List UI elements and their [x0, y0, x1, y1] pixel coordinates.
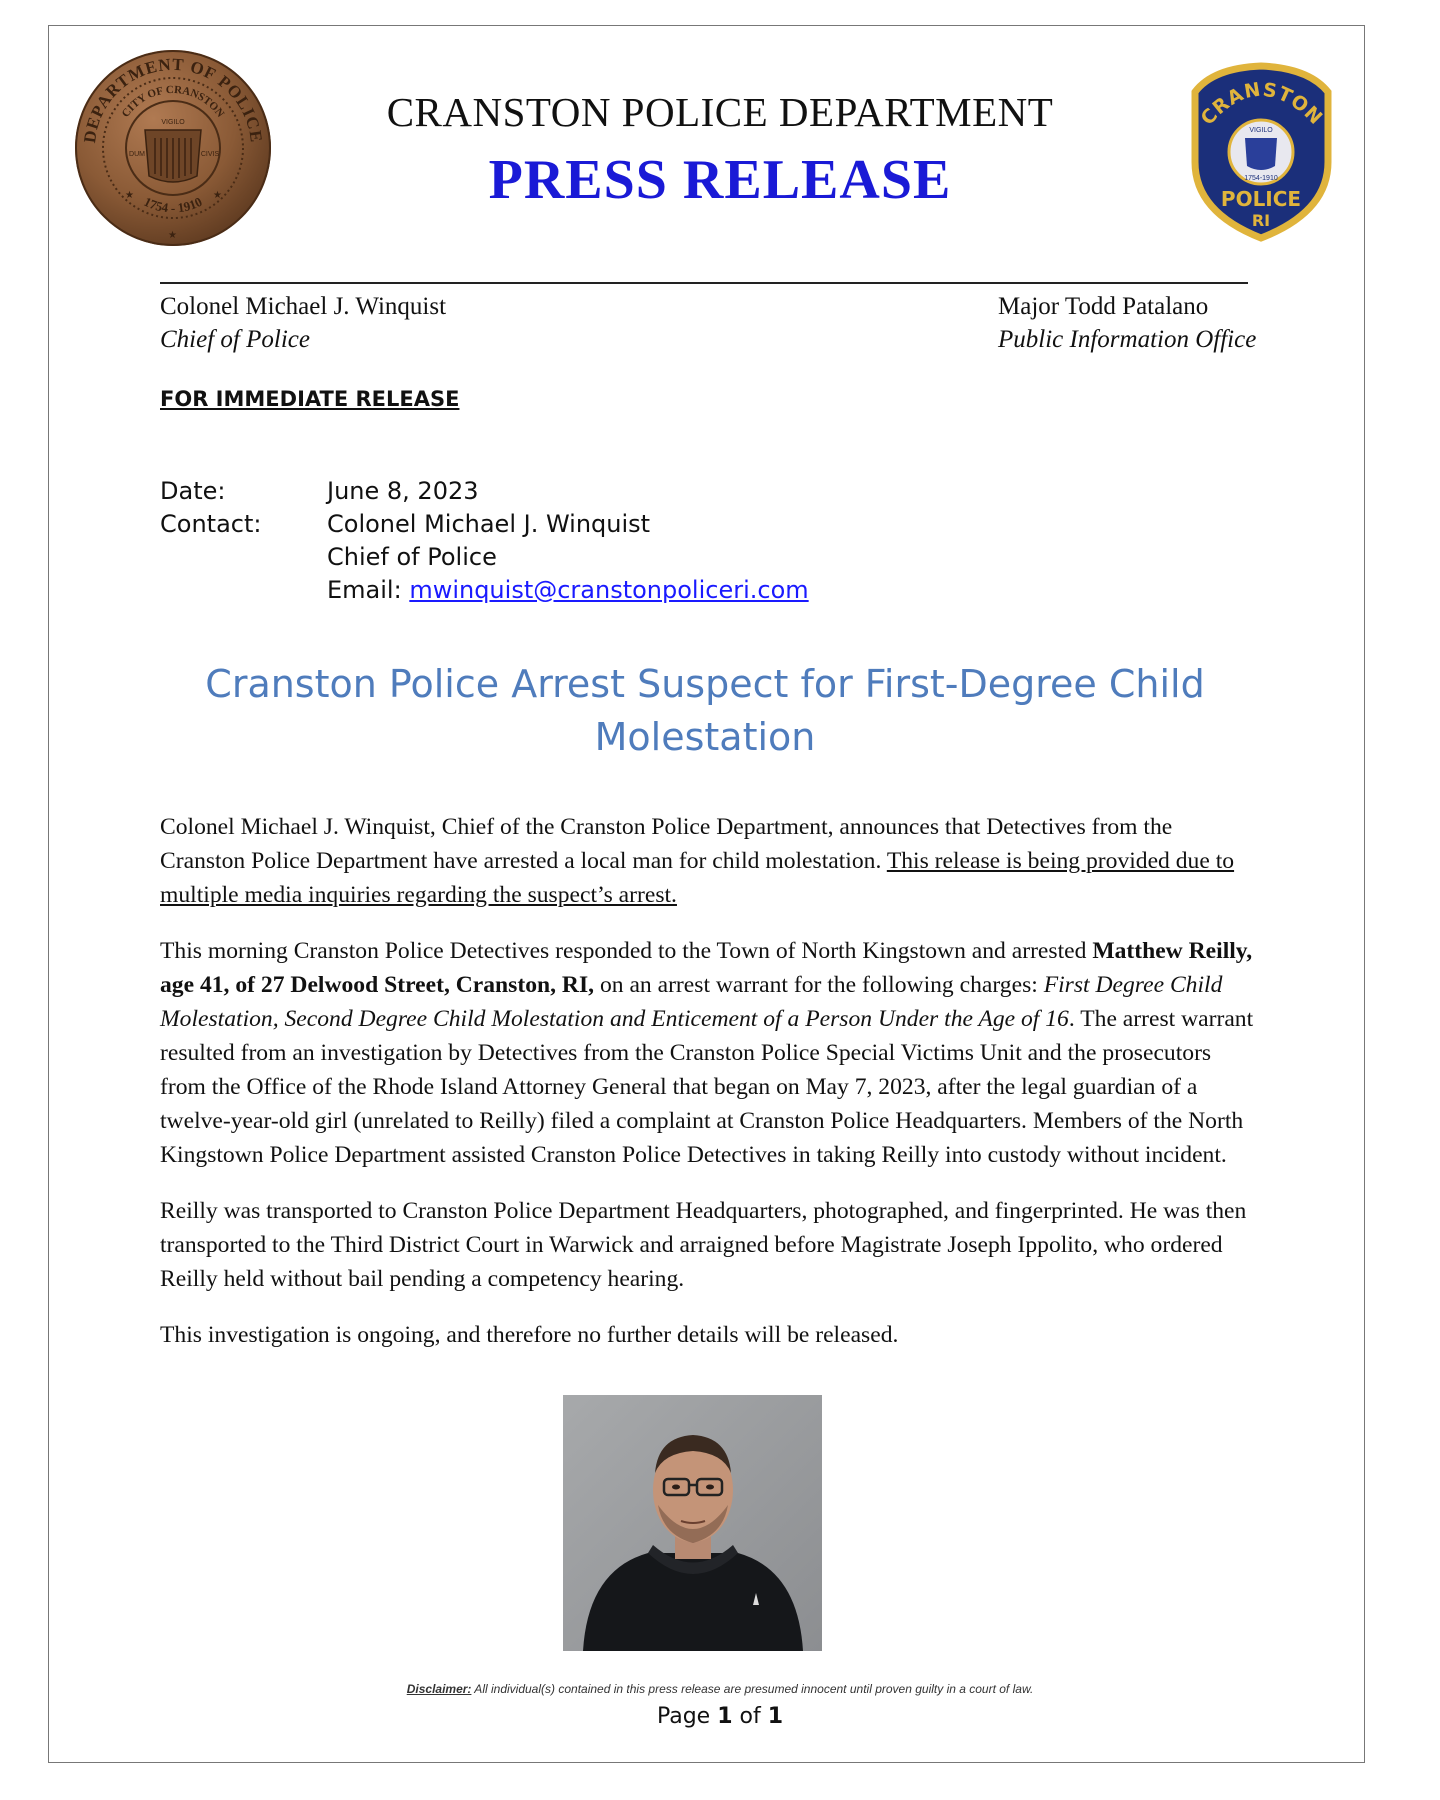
- release-label: FOR IMMEDIATE RELEASE: [160, 387, 460, 411]
- svg-text:★: ★: [168, 230, 177, 241]
- seal-ring-text: DEPARTMENT OF POLICE: [80, 54, 266, 145]
- paragraph-2-end: . The arrest warrant resulted from an investigation by Detectives from the Cranston Police Special Victims Unit and the prosecutors from the Office of the Rhode Island Attorney General that began on May 7, 2023, after the legal guardian of a twelve-year-old girl (unrelated to Reilly) filed a complaint at Cranston Police Headquarters. Members of the North Kingstown Police Department assisted Cranston Police Detectives in taking Reilly into custody without incident.: [160, 1006, 1254, 1168]
- pio-title: Public Information Office: [998, 326, 1257, 353]
- badge-state-text: RI: [1251, 211, 1271, 230]
- press-release-title: PRESS RELEASE: [488, 149, 952, 211]
- charges: First Degree Child Molestation, Second Degree Child Molestation and Enticement of a Person Under the Age of 16: [160, 972, 1223, 1032]
- chief-block: [160, 290, 446, 356]
- chief-title: Chief of Police: [160, 326, 310, 353]
- date-value: June 8, 2023: [327, 477, 479, 505]
- headline-line-1: Cranston Police Arrest Suspect for First-Degree Child: [205, 662, 1205, 706]
- page-total: 1: [767, 1704, 784, 1729]
- chief-name: Colonel Michael J. Winquist: [160, 293, 447, 320]
- badge-police-text: POLICE: [1220, 187, 1302, 211]
- pio-block: [998, 290, 1256, 356]
- paragraph-2-start: This morning Cranston Police Detectives responded to the Town of North Kingstown and arrested: [160, 938, 1093, 964]
- contact-title: Chief of Police: [327, 543, 497, 571]
- seal-years: 1754 - 1910: [141, 193, 205, 216]
- suspect-details: Matthew Reilly, age 41, of 27 Delwood Street, Cranston, RI,: [160, 938, 1253, 998]
- disclaimer: [300, 1682, 1140, 1696]
- pio-name: Major Todd Patalano: [998, 293, 1209, 320]
- disclaimer-text: All individual(s) contained in this press release are presumed innocent until proven guilty in a court of law.: [471, 1682, 1034, 1696]
- email-link[interactable]: mwinquist@cranstonpoliceri.com: [409, 576, 809, 604]
- svg-text:★: ★: [213, 190, 222, 201]
- contact-name: Colonel Michael J. Winquist: [327, 510, 651, 538]
- email-label: Email:: [327, 576, 402, 604]
- page-of: of: [732, 1704, 768, 1729]
- department-seal-logo: [73, 48, 273, 248]
- seal-motto-top: VIGILO: [161, 119, 185, 126]
- disclaimer-label: Disclaimer:: [406, 1682, 472, 1696]
- svg-text:★: ★: [125, 190, 134, 201]
- contact-label: Contact:: [160, 510, 262, 538]
- police-badge-logo: [1183, 62, 1340, 242]
- paragraph-3: Reilly was transported to Cranston Police Department Headquarters, photographed, and fingerprinted. He was then transported to the Third District Court in Warwick and arraigned before Magistrate Joseph Ippolito, who ordered Reilly held without bail pending a competency hearing.: [160, 1198, 1247, 1292]
- seal-motto-right: CIVIS: [200, 151, 220, 158]
- press-release-body: [160, 810, 1255, 1374]
- page-number: [300, 1704, 1140, 1729]
- paragraph-1-text: Colonel Michael J. Winquist, Chief of the Cranston Police Department, announces that Detectives from the Cranston Police Department have arrested a local man for child molestation.: [160, 814, 1173, 874]
- paragraph-2-mid: on an arrest warrant for the following charges:: [594, 972, 1044, 998]
- badge-motto: VIGILO: [1249, 127, 1273, 134]
- suspect-photo: [563, 1395, 822, 1651]
- paragraph-1: [160, 810, 1255, 912]
- page-word: Page: [656, 1704, 718, 1729]
- headline-line-2: Molestation: [594, 715, 816, 759]
- headline: [180, 658, 1230, 764]
- email-line: [327, 574, 809, 607]
- paragraph-4: This investigation is ongoing, and therefore no further details will be released.: [160, 1322, 899, 1348]
- paragraph-2: [160, 934, 1255, 1172]
- date-label: Date:: [160, 477, 226, 505]
- seal-inner-text: CITY OF CRANSTON: [119, 83, 227, 120]
- page-current: 1: [717, 1704, 733, 1729]
- badge-years: 1754-1910: [1244, 175, 1278, 182]
- seal-motto-left: DUM: [129, 151, 145, 158]
- badge-top-text: CRANSTON: [1196, 78, 1328, 130]
- department-name: CRANSTON POLICE DEPARTMENT: [386, 89, 1054, 135]
- header-divider: [160, 282, 1248, 284]
- paragraph-1-underlined: This release is being provided due to multiple media inquiries regarding the suspect’s arrest.: [160, 848, 1235, 908]
